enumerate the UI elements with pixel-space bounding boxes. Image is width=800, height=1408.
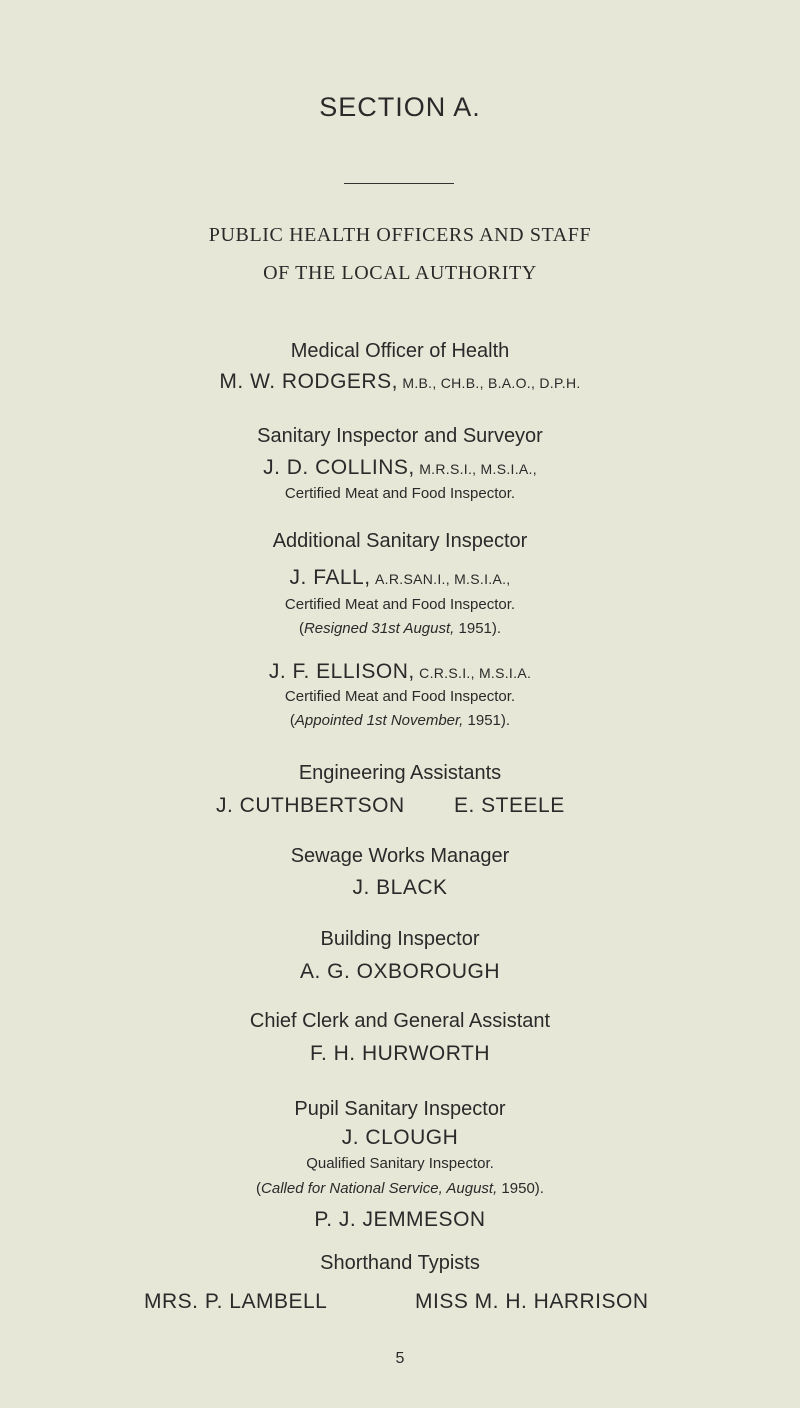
- engineering-name-right: E. STEELE: [454, 794, 565, 817]
- fall-status-year: 1951).: [458, 620, 502, 637]
- typist-name-left: MRS. P. LAMBELL: [144, 1290, 328, 1313]
- sanitary-inspector-entry: [0, 456, 800, 480]
- ellison-entry: [0, 660, 800, 684]
- section-title: SECTION A.: [319, 92, 481, 122]
- pupil-name-2: P. J. JEMMESON: [314, 1208, 486, 1231]
- chief-clerk-role: Chief Clerk and General Assistant: [249, 1010, 551, 1032]
- fall-status: (Resigned 31st August, 1951).: [298, 620, 502, 637]
- fall-name: J. FALL,: [289, 566, 371, 589]
- moh-role: Medical Officer of Health: [290, 340, 510, 362]
- pupil-status-year: 1950).: [501, 1180, 544, 1197]
- pupil-status-text: Called for National Service, August,: [261, 1180, 498, 1197]
- moh-qualifications: M.B., CH.B., B.A.O., D.P.H.: [402, 375, 581, 391]
- additional-inspector-role: Additional Sanitary Inspector: [272, 530, 528, 552]
- heading-line-1: PUBLIC HEALTH OFFICERS AND STAFF: [208, 224, 592, 246]
- engineering-name-left: J. CUTHBERTSON: [216, 794, 405, 817]
- sanitary-inspector-role: Sanitary Inspector and Surveyor: [257, 425, 543, 447]
- page-number: 5: [395, 1350, 405, 1367]
- ellison-status-year: 1951).: [467, 712, 511, 729]
- ellison-status-date: 1st November,: [366, 712, 464, 729]
- sanitary-inspector-qualifications: M.R.S.I., M.S.I.A.,: [419, 461, 537, 477]
- moh-entry: [0, 370, 800, 394]
- fall-entry: [0, 566, 800, 590]
- fall-qualifications: A.R.SAN.I., M.S.I.A.,: [375, 571, 511, 587]
- ellison-note: Certified Meat and Food Inspector.: [284, 688, 516, 705]
- pupil-role: Pupil Sanitary Inspector: [294, 1098, 506, 1120]
- ellison-name: J. F. ELLISON,: [268, 660, 415, 683]
- fall-note: Certified Meat and Food Inspector.: [284, 596, 516, 613]
- heading-line-2: OF THE LOCAL AUTHORITY: [263, 262, 537, 284]
- fall-status-date: 31st August,: [371, 620, 455, 637]
- ellison-status: (Appointed 1st November, 1951).: [289, 712, 511, 729]
- pupil-status: (Called for National Service, August, 1950).: [256, 1180, 544, 1197]
- typist-name-right: MISS M. H. HARRISON: [415, 1290, 649, 1313]
- typists-role: Shorthand Typists: [320, 1252, 480, 1274]
- pupil-name: J. CLOUGH: [341, 1126, 459, 1149]
- building-name: A. G. OXBOROUGH: [299, 960, 501, 983]
- section-divider: [344, 183, 454, 184]
- building-role: Building Inspector: [320, 928, 480, 950]
- sewage-role: Sewage Works Manager: [290, 845, 510, 867]
- sanitary-inspector-name: J. D. COLLINS,: [263, 456, 415, 479]
- ellison-qualifications: C.R.S.I., M.S.I.A.: [419, 665, 532, 681]
- engineering-role: Engineering Assistants: [298, 762, 502, 784]
- fall-status-word: Resigned: [303, 620, 368, 637]
- sewage-name: J. BLACK: [352, 876, 448, 899]
- chief-clerk-name: F. H. HURWORTH: [309, 1042, 491, 1065]
- moh-name: M. W. RODGERS,: [219, 370, 398, 393]
- sanitary-inspector-note: Certified Meat and Food Inspector.: [284, 485, 516, 502]
- pupil-note: Qualified Sanitary Inspector.: [306, 1155, 494, 1172]
- ellison-status-word: Appointed: [294, 712, 363, 729]
